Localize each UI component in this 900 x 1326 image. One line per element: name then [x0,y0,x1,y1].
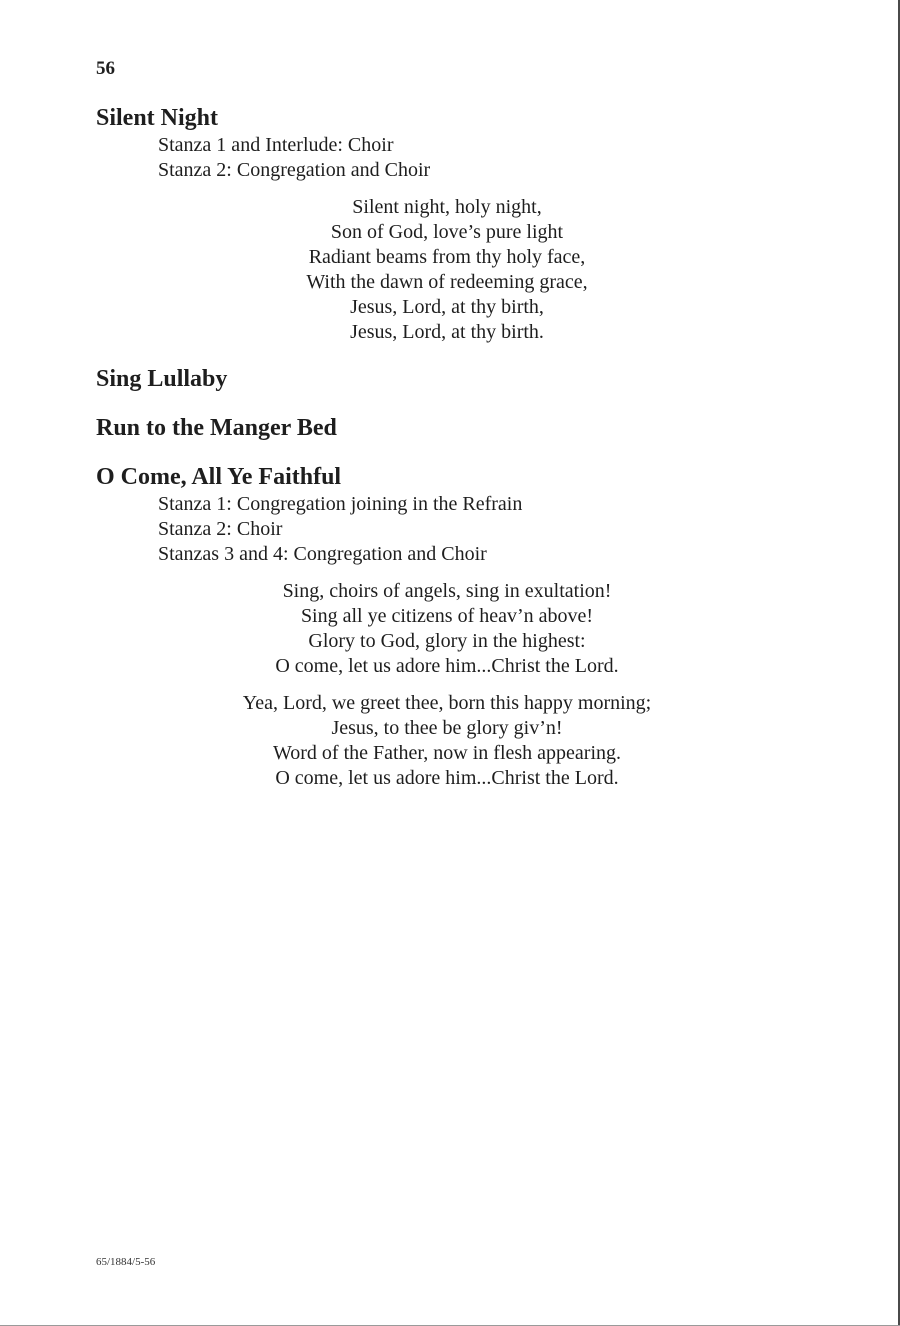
lyric-line: Glory to God, glory in the highest: [308,630,586,652]
lyrics-stanza [96,691,798,791]
instruction-line: Stanza 1: Congregation joining in the Refrain [158,493,523,515]
lyric-line: Sing, choirs of angels, sing in exultation! [282,580,612,602]
lyric-line: Jesus, Lord, at thy birth, [350,296,544,318]
hymn-title: Silent Night [96,105,219,131]
instruction-line: Stanzas 3 and 4: Congregation and Choir [158,543,487,565]
instruction-line: Stanza 1 and Interlude: Choir [158,134,394,156]
lyric-line: Silent night, holy night, [352,196,542,218]
lyric-line: O come, let us adore him...Christ the Lord. [275,655,619,677]
performance-instructions [158,133,796,183]
lyrics-stanza [96,195,798,345]
hymn-silent-night [96,103,796,345]
lyrics-stanza [96,579,798,679]
lyric-line: Word of the Father, now in flesh appearing. [272,742,622,764]
hymn-title: O Come, All Ye Faithful [96,464,342,490]
footer-code: 65/1884/5-56 [96,1256,156,1268]
lyric-line: O come, let us adore him...Christ the Lord. [275,767,619,789]
performance-instructions [158,492,796,567]
lyric-line: Sing all ye citizens of heav’n above! [300,605,594,627]
page-number: 56 [96,58,115,79]
lyric-line: Jesus, Lord, at thy birth. [350,321,544,343]
instruction-line: Stanza 2: Congregation and Choir [158,159,431,181]
lyric-line: With the dawn of redeeming grace, [306,271,588,293]
bulletin-content [96,103,796,810]
lyric-line: Yea, Lord, we greet thee, born this happy morning; [242,692,652,714]
instruction-line: Stanza 2: Choir [158,518,283,540]
hymn-o-come-all-ye-faithful [96,462,796,791]
hymn-sing-lullaby [96,364,796,394]
hymn-run-to-the-manger-bed [96,413,796,443]
lyric-line: Son of God, love’s pure light [330,221,564,243]
hymn-title: Run to the Manger Bed [96,415,337,441]
lyric-line: Jesus, to thee be glory giv’n! [331,717,563,739]
lyric-line: Radiant beams from thy holy face, [308,246,586,268]
hymn-title: Sing Lullaby [96,366,228,392]
